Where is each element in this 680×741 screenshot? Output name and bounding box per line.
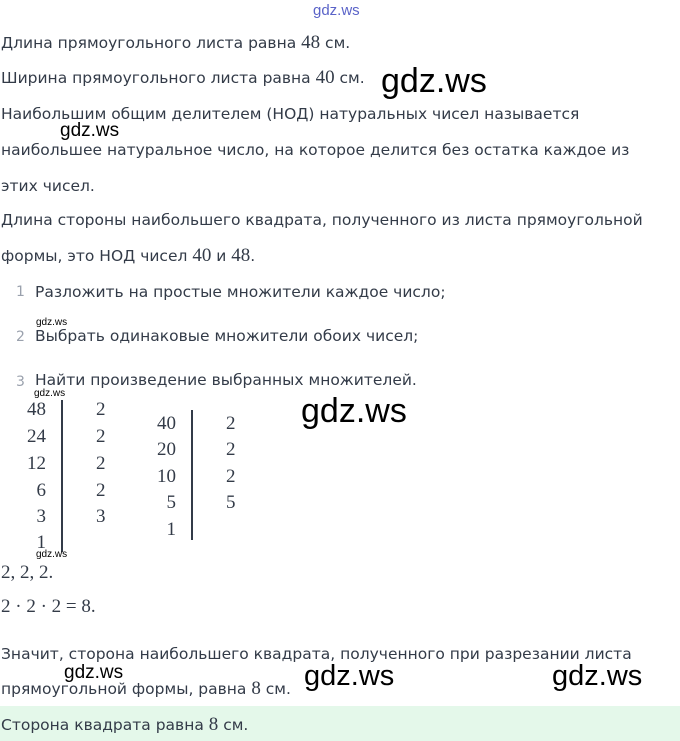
division-line bbox=[61, 400, 63, 552]
square-side-line-1: Длина стороны наибольшего квадрата, полученного из листа прямоугольной bbox=[1, 211, 643, 229]
step-number: 1 bbox=[16, 284, 25, 300]
product-expression: 2 · 2 · 2 = 8. bbox=[1, 596, 96, 617]
step-text: Разложить на простые множители каждое число; bbox=[35, 283, 446, 301]
dividend-value: 24 bbox=[27, 426, 46, 447]
dividend-value: 1 bbox=[36, 532, 46, 553]
dividend-value: 10 bbox=[157, 466, 176, 487]
watermark: gdz.ws bbox=[64, 662, 124, 683]
watermark: gdz.ws bbox=[36, 317, 68, 328]
length-statement: Длина прямоугольного листа равна 48 см. bbox=[1, 32, 351, 53]
step-number: 3 bbox=[16, 374, 25, 390]
gcd-definition-line-3: этих чисел. bbox=[1, 177, 95, 195]
prime-factor: 2 bbox=[96, 480, 106, 501]
prime-factor: 2 bbox=[226, 466, 236, 487]
step-number: 2 bbox=[16, 329, 25, 345]
conclusion-line-1: Значит, сторона наибольшего квадрата, полученного при разрезании листа bbox=[1, 645, 632, 663]
watermark: gdz.ws bbox=[34, 388, 66, 399]
dividend-value: 5 bbox=[166, 492, 176, 513]
gcd-definition-line-2: наибольшее натуральное число, на которое делится без остатка каждое из bbox=[1, 141, 630, 159]
dividend-value: 48 bbox=[27, 399, 46, 420]
dividend-value: 12 bbox=[27, 453, 46, 474]
dividend-value: 1 bbox=[166, 519, 176, 540]
width-statement: Ширина прямоугольного листа равна 40 см. bbox=[1, 67, 365, 88]
dividend-value: 6 bbox=[36, 480, 46, 501]
prime-factor: 2 bbox=[226, 439, 236, 460]
square-side-line-2: формы, это НОД чисел 40 и 48. bbox=[1, 245, 256, 266]
prime-factor: 3 bbox=[96, 506, 106, 527]
dividend-value: 40 bbox=[157, 413, 176, 434]
watermark: gdz.ws bbox=[552, 660, 643, 692]
step-text: Найти произведение выбранных множителей. bbox=[35, 371, 417, 389]
dividend-value: 3 bbox=[36, 506, 46, 527]
step-text: Выбрать одинаковые множители обоих чисел; bbox=[35, 327, 419, 345]
conclusion-line-2: прямоугольной формы, равна 8 см. bbox=[1, 678, 291, 699]
prime-factor: 2 bbox=[96, 399, 106, 420]
watermark: gdz.ws bbox=[60, 120, 120, 141]
common-factors: 2, 2, 2. bbox=[1, 562, 54, 583]
watermark: gdz.ws bbox=[301, 392, 407, 430]
watermark-top: gdz.ws bbox=[313, 2, 360, 19]
watermark: gdz.ws bbox=[36, 549, 68, 560]
answer-box bbox=[0, 706, 680, 741]
prime-factor: 2 bbox=[96, 426, 106, 447]
division-line bbox=[191, 410, 193, 540]
prime-factor: 2 bbox=[96, 453, 106, 474]
dividend-value: 20 bbox=[157, 439, 176, 460]
prime-factor: 2 bbox=[226, 413, 236, 434]
answer-text: Сторона квадрата равна 8 см. bbox=[1, 714, 249, 735]
watermark: gdz.ws bbox=[381, 62, 487, 100]
watermark: gdz.ws bbox=[304, 660, 395, 692]
gcd-definition-line-1: Наибольшим общим делителем (НОД) натуральных чисел называется bbox=[1, 105, 580, 123]
prime-factor: 5 bbox=[226, 492, 236, 513]
